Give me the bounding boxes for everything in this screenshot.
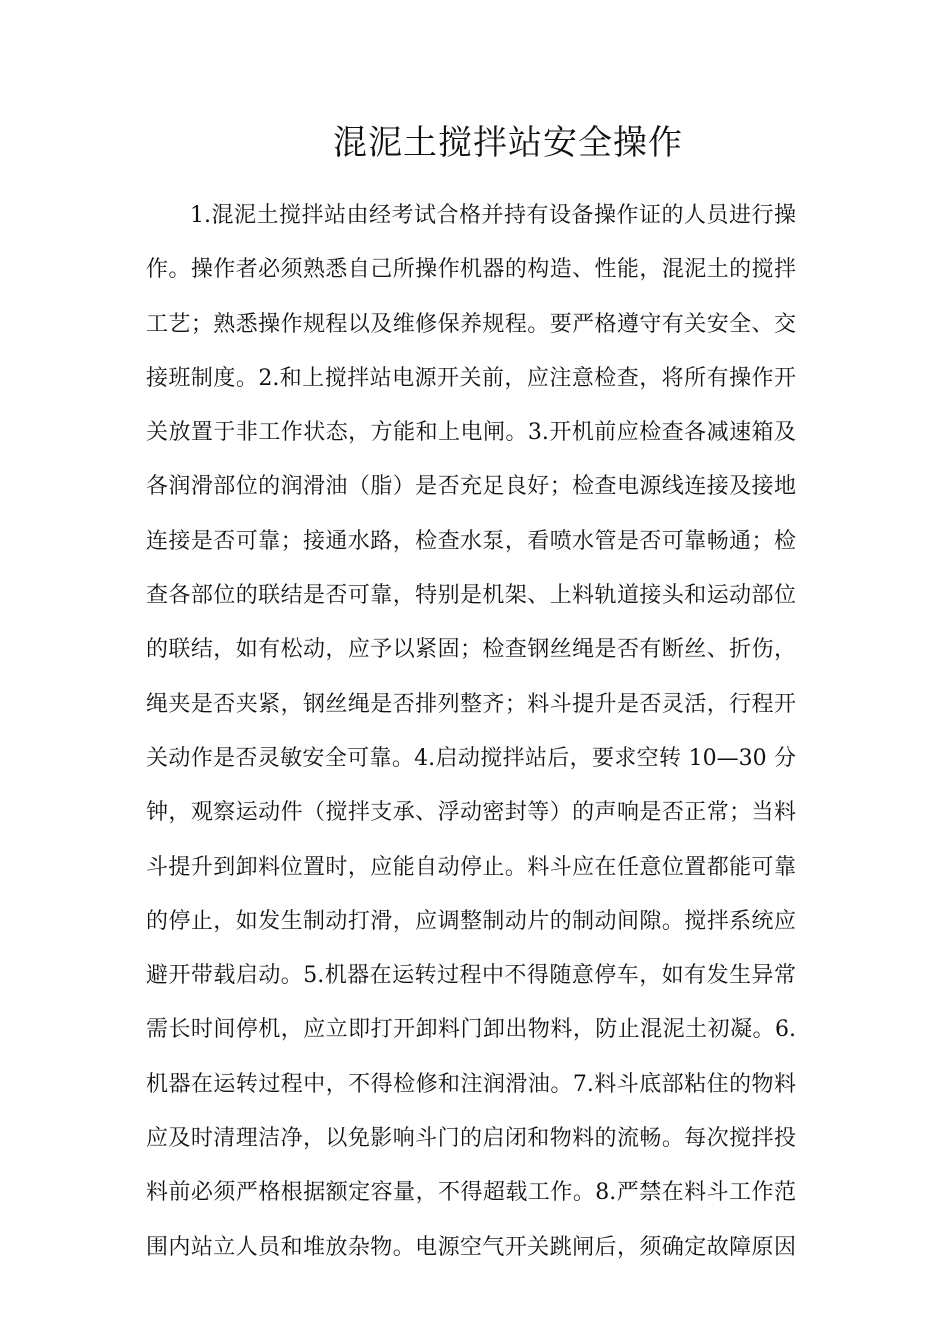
body-line: 连接是否可靠；接通水路，检查水泵，看喷水管是否可靠畅通；检: [146, 528, 796, 554]
body-line: 的停止，如发生制动打滑，应调整制动片的制动间隙。搅拌系统应: [146, 908, 796, 934]
body-line: 1.混泥土搅拌站由经考试合格并持有设备操作证的人员进行操: [190, 203, 796, 228]
body-line: 各润滑部位的润滑油（脂）是否充足良好；检查电源线连接及接地: [146, 474, 796, 500]
body-line: 机器在运转过程中，不得检修和注润滑油。7.料斗底部粘住的物料: [146, 1071, 796, 1097]
body-line: 的联结，如有松动，应予以紧固；检查钢丝绳是否有断丝、折伤，: [146, 637, 796, 663]
body-line: 接班制度。2.和上搅拌站电源开关前，应注意检查，将所有操作开: [146, 365, 796, 391]
body-line: 应及时清理洁净，以免影响斗门的启闭和物料的流畅。每次搅拌投: [146, 1126, 796, 1152]
body-line: 避开带载启动。5.机器在运转过程中不得随意停车，如有发生异常: [146, 963, 796, 989]
body-line: 钟，观察运动件（搅拌支承、浮动密封等）的声响是否正常；当料: [146, 800, 796, 826]
body-line: 关动作是否灵敏安全可靠。4.启动搅拌站后，要求空转 10—30 分: [146, 745, 796, 771]
body-line: 查各部位的联结是否可靠，特别是机架、上料轨道接头和运动部位: [146, 583, 796, 609]
body-line: 围内站立人员和堆放杂物。电源空气开关跳闸后，须确定故障原因: [146, 1234, 796, 1260]
document-body: [146, 198, 796, 1284]
body-line: 绳夹是否夹紧，钢丝绳是否排列整齐；料斗提升是否灵活，行程开: [146, 691, 796, 717]
body-line: 斗提升到卸料位置时，应能自动停止。料斗应在任意位置都能可靠: [146, 854, 796, 880]
body-line: 料前必须严格根据额定容量，不得超载工作。8.严禁在料斗工作范: [146, 1180, 796, 1206]
body-line: 作。操作者必须熟悉自己所操作机器的构造、性能，混泥土的搅拌: [146, 257, 796, 283]
body-line: 工艺；熟悉操作规程以及维修保养规程。要严格遵守有关安全、交: [146, 311, 796, 337]
document-title: 混泥土搅拌站安全操作: [333, 123, 683, 163]
body-line: 需长时间停机，应立即打开卸料门卸出物料，防止混泥土初凝。6.: [146, 1017, 796, 1043]
body-line: 关放置于非工作状态，方能和上电闸。3.开机前应检查各减速箱及: [146, 420, 796, 446]
